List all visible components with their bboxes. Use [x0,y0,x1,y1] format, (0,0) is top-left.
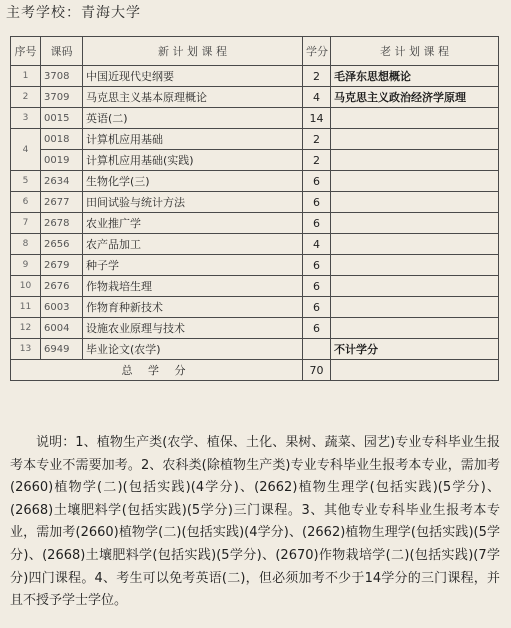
course-name: 马克思主义基本原理概论 [83,87,303,108]
header-no: 序号 [11,37,41,66]
course-name: 中国近现代史纲要 [83,66,303,87]
explanation-notes: 说明：1、植物生产类(农学、植保、土化、果树、蔬菜、园艺)专业专科毕业生报考本专业不需要加考。2、农科类(除植物生产类)专业专科毕业生报考本专业，需加考(2660)植物学(二)(包括实践)(4学分)、(2662)植物生理学(包括实践)(5学分)、(2668)土壤肥料学(包括实践)(5学分)三门课程。3、其他专业专科毕业生报考本专业，需加考(2660)植物学(二)(包括实践)(4学分)、(2662)植物生理学(包括实践)(5学分)、(2668)土壤肥料学(包括实践)(5学分)、(2670)作物栽培学(二)(包括实践)(7学分)四门课程。4、考生可以免考英语(二)，但必须加考不少于14学分的三门课程，并且不授予学士学位。 [10,435,500,609]
row-no: 4 [11,129,41,171]
course-code: 0018 [41,129,83,150]
table-row [11,234,499,255]
row-no: 8 [11,234,41,255]
course-code: 0019 [41,150,83,171]
table-row [11,87,499,108]
course-code: 6003 [41,297,83,318]
course-plan-table [10,36,499,381]
course-credit: 6 [303,255,331,276]
course-credit: 2 [303,129,331,150]
course-credit [303,339,331,360]
total-row [11,360,499,381]
exam-school-header: 主考学校：青海大学 [6,5,141,21]
table-row [11,129,499,150]
course-credit: 2 [303,66,331,87]
total-value: 70 [303,360,331,381]
course-code: 3709 [41,87,83,108]
course-credit: 6 [303,213,331,234]
table-row [11,108,499,129]
table-row [11,213,499,234]
old-course [331,318,499,339]
old-course [331,234,499,255]
old-course: 不计学分 [331,339,499,360]
row-no: 2 [11,87,41,108]
old-course [331,276,499,297]
table-header-row [11,37,499,66]
course-name: 作物栽培生理 [83,276,303,297]
course-code: 2677 [41,192,83,213]
course-name: 作物育种新技术 [83,297,303,318]
header-code: 课码 [41,37,83,66]
course-name: 农业推广学 [83,213,303,234]
course-credit: 6 [303,171,331,192]
course-name: 生物化学(三) [83,171,303,192]
table-row [11,66,499,87]
row-no: 13 [11,339,41,360]
row-no: 3 [11,108,41,129]
course-name: 毕业论文(农学) [83,339,303,360]
table-row [11,255,499,276]
course-credit: 6 [303,192,331,213]
row-no: 11 [11,297,41,318]
total-label: 总 学 分 [11,360,303,381]
course-name: 设施农业原理与技术 [83,318,303,339]
row-no: 7 [11,213,41,234]
row-no: 6 [11,192,41,213]
course-code: 3708 [41,66,83,87]
course-code: 6949 [41,339,83,360]
old-course: 马克思主义政治经济学原理 [331,87,499,108]
header-old-plan: 老 计 划 课 程 [331,37,499,66]
old-course [331,213,499,234]
table-row [11,192,499,213]
old-course [331,255,499,276]
course-credit: 4 [303,87,331,108]
course-credit: 4 [303,234,331,255]
old-course [331,150,499,171]
course-code: 2679 [41,255,83,276]
header-new-plan: 新 计 划 课 程 [83,37,303,66]
old-course: 毛泽东思想概论 [331,66,499,87]
course-code: 2634 [41,171,83,192]
course-name: 英语(二) [83,108,303,129]
course-credit: 2 [303,150,331,171]
course-name: 种子学 [83,255,303,276]
table-row [11,297,499,318]
old-course [331,192,499,213]
row-no: 5 [11,171,41,192]
table-row [11,150,499,171]
course-code: 0015 [41,108,83,129]
row-no: 12 [11,318,41,339]
row-no: 9 [11,255,41,276]
total-old-empty [331,360,499,381]
row-no: 10 [11,276,41,297]
course-code: 2678 [41,213,83,234]
table-row [11,276,499,297]
table-row [11,339,499,360]
course-code: 2676 [41,276,83,297]
header-credit: 学分 [303,37,331,66]
old-course [331,171,499,192]
course-name: 农产品加工 [83,234,303,255]
table-row [11,318,499,339]
course-name: 计算机应用基础(实践) [83,150,303,171]
course-credit: 6 [303,276,331,297]
old-course [331,297,499,318]
old-course [331,129,499,150]
course-credit: 6 [303,318,331,339]
course-code: 2656 [41,234,83,255]
course-name: 田间试验与统计方法 [83,192,303,213]
old-course [331,108,499,129]
table-row [11,171,499,192]
course-credit: 14 [303,108,331,129]
row-no: 1 [11,66,41,87]
course-name: 计算机应用基础 [83,129,303,150]
course-code: 6004 [41,318,83,339]
course-credit: 6 [303,297,331,318]
